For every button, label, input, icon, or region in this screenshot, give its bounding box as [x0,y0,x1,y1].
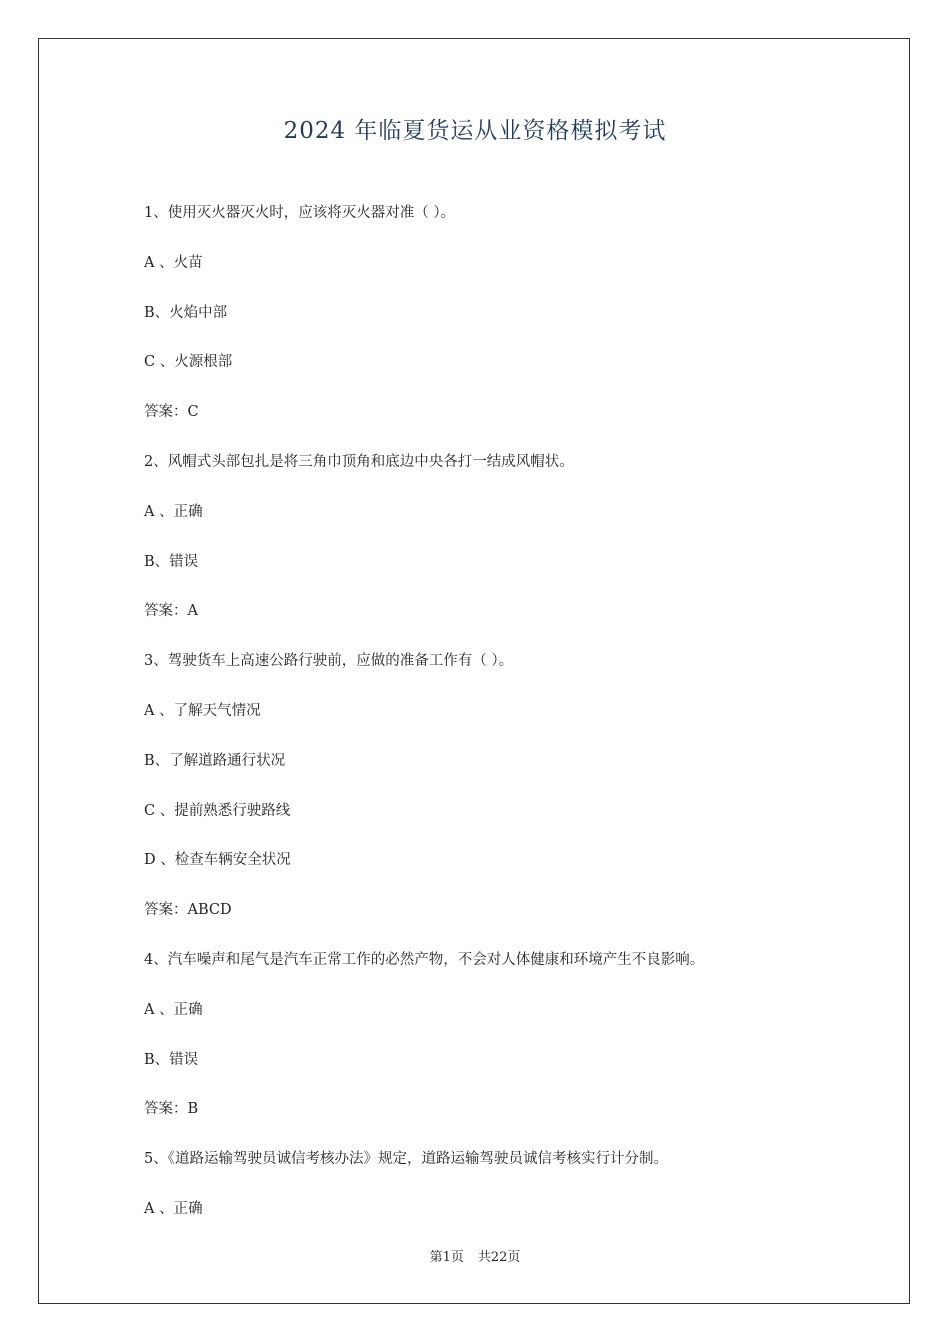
question-1-answer: 答案：C [144,404,199,421]
question-4-option-a: A 、正确 [144,1001,203,1018]
question-2-option-b: B、错误 [144,553,199,570]
question-1-option-c: C 、火源根部 [144,354,233,371]
document-title: 2024 年临夏货运从业资格模拟考试 [283,118,667,144]
question-3-answer: 答案：ABCD [144,902,232,919]
question-3-option-c: C 、提前熟悉行驶路线 [144,802,291,819]
page-footer [0,1246,950,1265]
question-3-option-b: B、了解道路通行状况 [144,752,286,769]
question-list [144,201,844,1247]
page-total: 共22页 [477,1250,521,1265]
question-2-option-a: A 、正确 [144,503,203,520]
question-1-option-b: B、火焰中部 [144,304,228,321]
question-3-option-d: D 、检查车辆安全状况 [144,852,291,869]
question-5-option-a: A 、正确 [144,1200,203,1217]
question-2-text: 2、风帽式头部包扎是将三角巾顶角和底边中央各打一结成风帽状。 [144,453,574,470]
question-4-text: 4、汽车噪声和尾气是汽车正常工作的必然产物，不会对人体健康和环境产生不良影响。 [144,951,705,968]
question-3-option-a: A 、了解天气情况 [144,702,261,719]
question-4-option-b: B、错误 [144,1051,199,1068]
question-1-option-a: A 、火苗 [144,254,203,271]
question-4-answer: 答案：B [144,1101,199,1118]
question-3-text: 3、驾驶货车上高速公路行驶前，应做的准备工作有（ ）。 [144,653,514,670]
question-1-text: 1、使用灭火器灭火时，应该将灭火器对准（ ）。 [144,205,456,221]
page-number: 第1页 [429,1250,464,1265]
question-5-text: 5、《道路运输驾驶员诚信考核办法》规定，道路运输驾驶员诚信考核实行计分制。 [144,1151,668,1168]
question-2-answer: 答案：A [144,603,198,620]
